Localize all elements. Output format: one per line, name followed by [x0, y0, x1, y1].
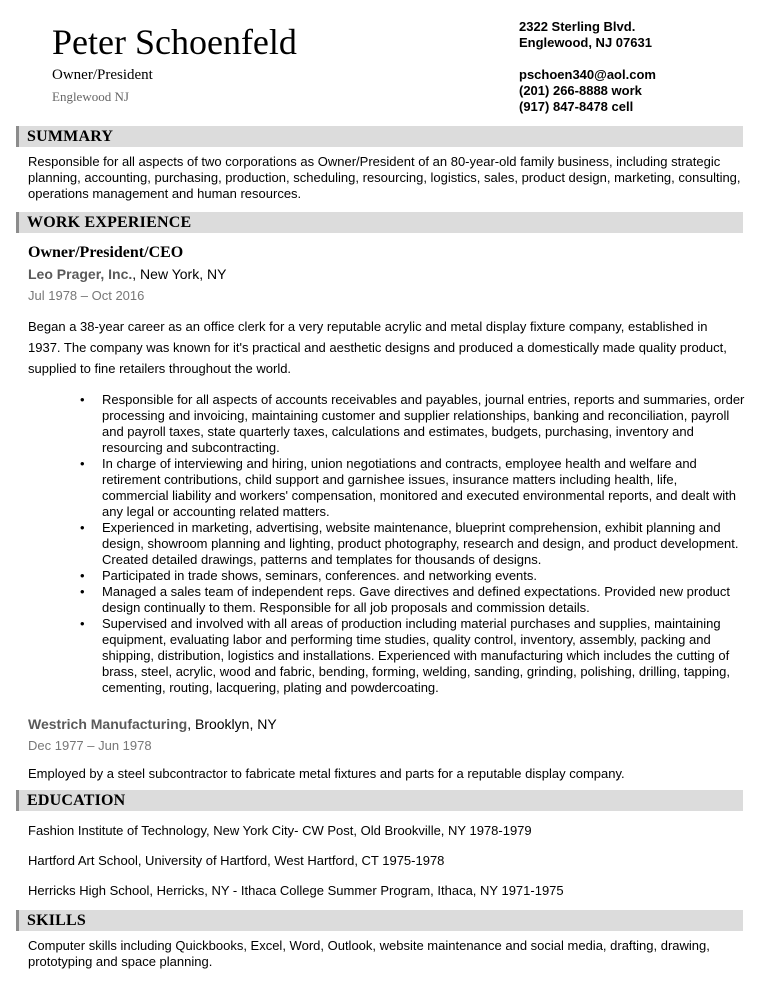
section-header-education [16, 790, 743, 811]
job-location: , New York, NY [132, 266, 227, 282]
contact-city: Englewood, NJ 07631 [519, 35, 652, 50]
section-title-work-experience: WORK EXPERIENCE [27, 214, 192, 231]
bullet-icon: • [80, 616, 85, 631]
bullet-icon: • [80, 392, 85, 407]
candidate-title: Owner/President [52, 67, 153, 83]
list-item: • Experienced in marketing, advertising, website maintenance, blueprint comprehension, exhibit planning and design, showroom planning and lighting, product photography, research and design, and product development. Created detailed drawings, patterns and templates for thousands of designs. [80, 520, 739, 567]
summary-text: Responsible for all aspects of two corporations as Owner/President of an 80-year-old family business, including strategic planning, accounting, purchasing, production, scheduling, resourcing, logistics, sales, product design, marketing, consulting, operations management and human resources. [28, 154, 741, 201]
section-title-summary: SUMMARY [27, 128, 114, 145]
job-company-line [28, 715, 277, 733]
list-item: • Participated in trade shows, seminars, conferences. and networking events. [80, 568, 538, 583]
contact-street: 2322 Sterling Blvd. [519, 19, 636, 34]
list-item: • In charge of interviewing and hiring, union negotiations and contracts, employee health and welfare and retirement contributions, child support and garnishee issues, insurance matters including health, life, commercial liability and workers' compensation, monitored and executed environmental reports, and dealt with any legal or accounting related matters. [80, 456, 737, 519]
job-dates: Dec 1977 – Jun 1978 [28, 738, 152, 753]
contact-email[interactable]: pschoen340@aol.com [519, 67, 656, 82]
education-entry: Herricks High School, Herricks, NY - Ithaca College Summer Program, Ithaca, NY 1971-1975 [28, 883, 564, 898]
section-header-summary [16, 126, 743, 147]
job-location: , Brooklyn, NY [187, 716, 277, 732]
list-item: • Responsible for all aspects of accounts receivables and payables, journal entries, reports and summaries, order processing and invoicing, maintaining customer and supplier relationships, banking and reconciliation, payroll and payroll taxes, state quarterly taxes, calculations and estimates, budgets, purchasing, inventory and resourcing and subcontracting. [80, 392, 745, 455]
section-marker [16, 910, 19, 931]
section-marker [16, 790, 19, 811]
job-title: Owner/President/CEO [28, 244, 184, 261]
skills-text: Computer skills including Quickbooks, Excel, Word, Outlook, website maintenance and social media, drafting, drawing, prototyping and space planning. [28, 938, 710, 969]
section-marker [16, 126, 19, 147]
candidate-location: Englewood NJ [52, 89, 129, 104]
contact-work-phone: (201) 266-8888 work [519, 83, 642, 98]
job-company-line [28, 265, 226, 283]
list-item: • Managed a sales team of independent reps. Gave directives and defined expectations. Provided new product design continually to them. Responsible for all job proposals and commission details. [80, 584, 731, 615]
bullet-icon: • [80, 456, 85, 471]
section-header-work-experience [16, 212, 743, 233]
job-dates: Jul 1978 – Oct 2016 [28, 288, 145, 303]
education-entry: Hartford Art School, University of Hartford, West Hartford, CT 1975-1978 [28, 853, 445, 868]
bullet-icon: • [80, 568, 85, 583]
section-header-skills [16, 910, 743, 931]
job-description: Began a 38-year career as an office clerk for a very reputable acrylic and metal display fixture company, established in 1937. The company was known for it's practical and aesthetic designs and produced a domestically made quality product, supplied to fine retailers throughout the world. [28, 319, 727, 376]
job-description: Employed by a steel subcontractor to fabricate metal fixtures and parts for a reputable display company. [28, 766, 625, 781]
candidate-name: Peter Schoenfeld [52, 22, 297, 62]
job-responsibilities [80, 392, 745, 696]
contact-block [519, 19, 656, 115]
bullet-icon: • [80, 584, 85, 599]
job-company: Leo Prager, Inc. [28, 266, 133, 282]
list-item: • Supervised and involved with all areas of production including material purchases and supplies, maintaining equipment, evaluating labor and performing time studies, quality control, inventory, assembly, packing and shipping, distribution, logistics and installations. Experienced with manufacturing which includes the cutting of brass, steel, acrylic, wood and fabric, bending, forming, welding, sanding, grinding, polishing, drilling, tapping, cementing, routing, lacquering, plating and powdercoating. [80, 616, 730, 695]
education-entry: Fashion Institute of Technology, New York City- CW Post, Old Brookville, NY 1978-1979 [28, 823, 532, 838]
section-marker [16, 212, 19, 233]
section-title-skills: SKILLS [27, 912, 87, 929]
section-title-education: EDUCATION [27, 792, 126, 809]
contact-cell-phone: (917) 847-8478 cell [519, 99, 634, 114]
job-company: Westrich Manufacturing [28, 716, 188, 732]
bullet-icon: • [80, 520, 85, 535]
